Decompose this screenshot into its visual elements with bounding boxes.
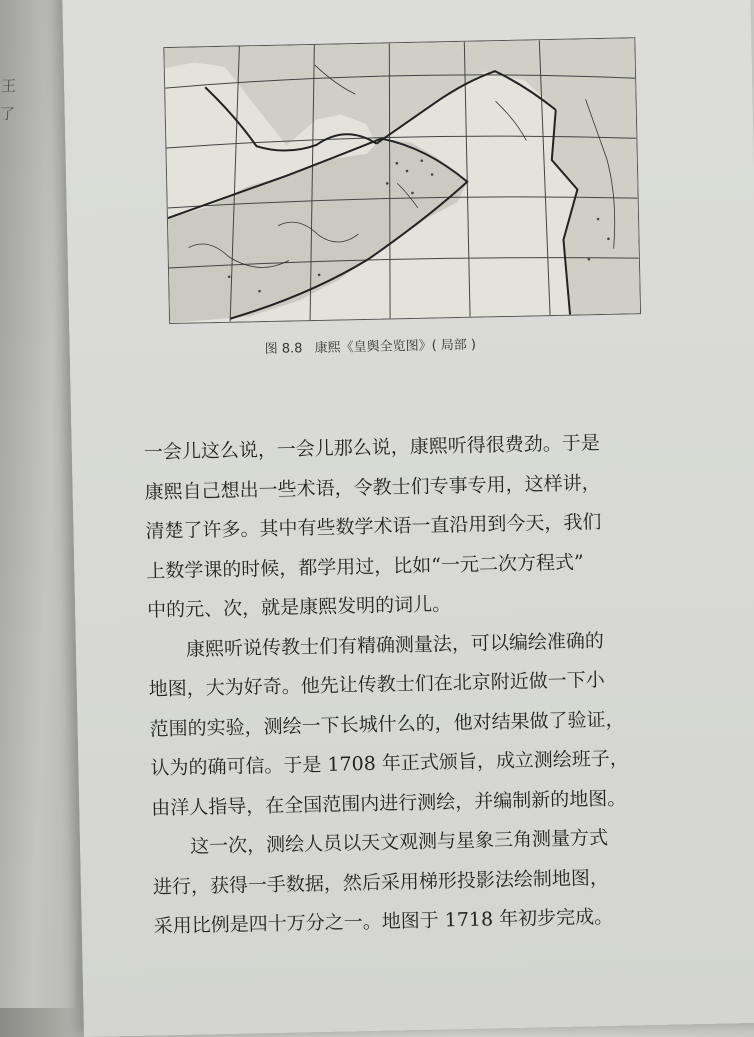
text-line: 范围的实验，测绘一下长城什么的，他对结果做了验证， — [149, 708, 625, 741]
text-line: 这一次，测绘人员以天文观测与星象三角测量方式 — [189, 826, 609, 858]
text-line: 地图，大为好奇。他先让传教士们在北京附近做一下小 — [148, 668, 605, 701]
left-page-char: 了 — [0, 105, 16, 123]
text-line: 由洋人指导，在全国范围内进行测绘，并编制新的地图。 — [151, 787, 627, 820]
text-line: 清楚了许多。其中有些数学术语一直沿用到今天，我们 — [145, 511, 602, 543]
paragraph — [143, 422, 687, 631]
figure-number: 图 8.8 — [264, 341, 303, 358]
text-line: 一会儿这么说，一会儿那么说，康熙听得很费劲。于是 — [143, 432, 600, 464]
map-figure — [163, 37, 641, 324]
text-line: 采用比例是四十万分之一。地图于 1718 年初步完成。 — [153, 905, 614, 938]
text-line: 中的元、次，就是康熙发明的词儿。 — [146, 593, 452, 622]
figure-caption — [264, 334, 476, 357]
left-page-char: 王 — [0, 77, 17, 95]
book-page — [62, 0, 754, 1037]
left-page-text — [0, 72, 21, 128]
text-line: 康熙听说传教士们有精确测量法，可以编绘准确的 — [185, 629, 605, 661]
text-line: 进行，获得一手数据，然后采用梯形投影法绘制地图， — [152, 866, 610, 898]
paragraph — [152, 817, 694, 947]
figure-title: 康熙《皇舆全览图》( 局部 ) — [314, 337, 477, 356]
text-line: 认为的确可信。于是 1708 年正式颁旨，成立测绘班子， — [150, 747, 630, 780]
text-line: 上数学课的时候，都学用过，比如“一元二次方程式” — [146, 550, 584, 583]
text-line: 康熙自己想出一些术语，令教士们专事专用，这样讲， — [144, 471, 601, 504]
body-text — [143, 422, 694, 947]
map-illustration — [164, 38, 640, 323]
paragraph — [148, 620, 692, 829]
